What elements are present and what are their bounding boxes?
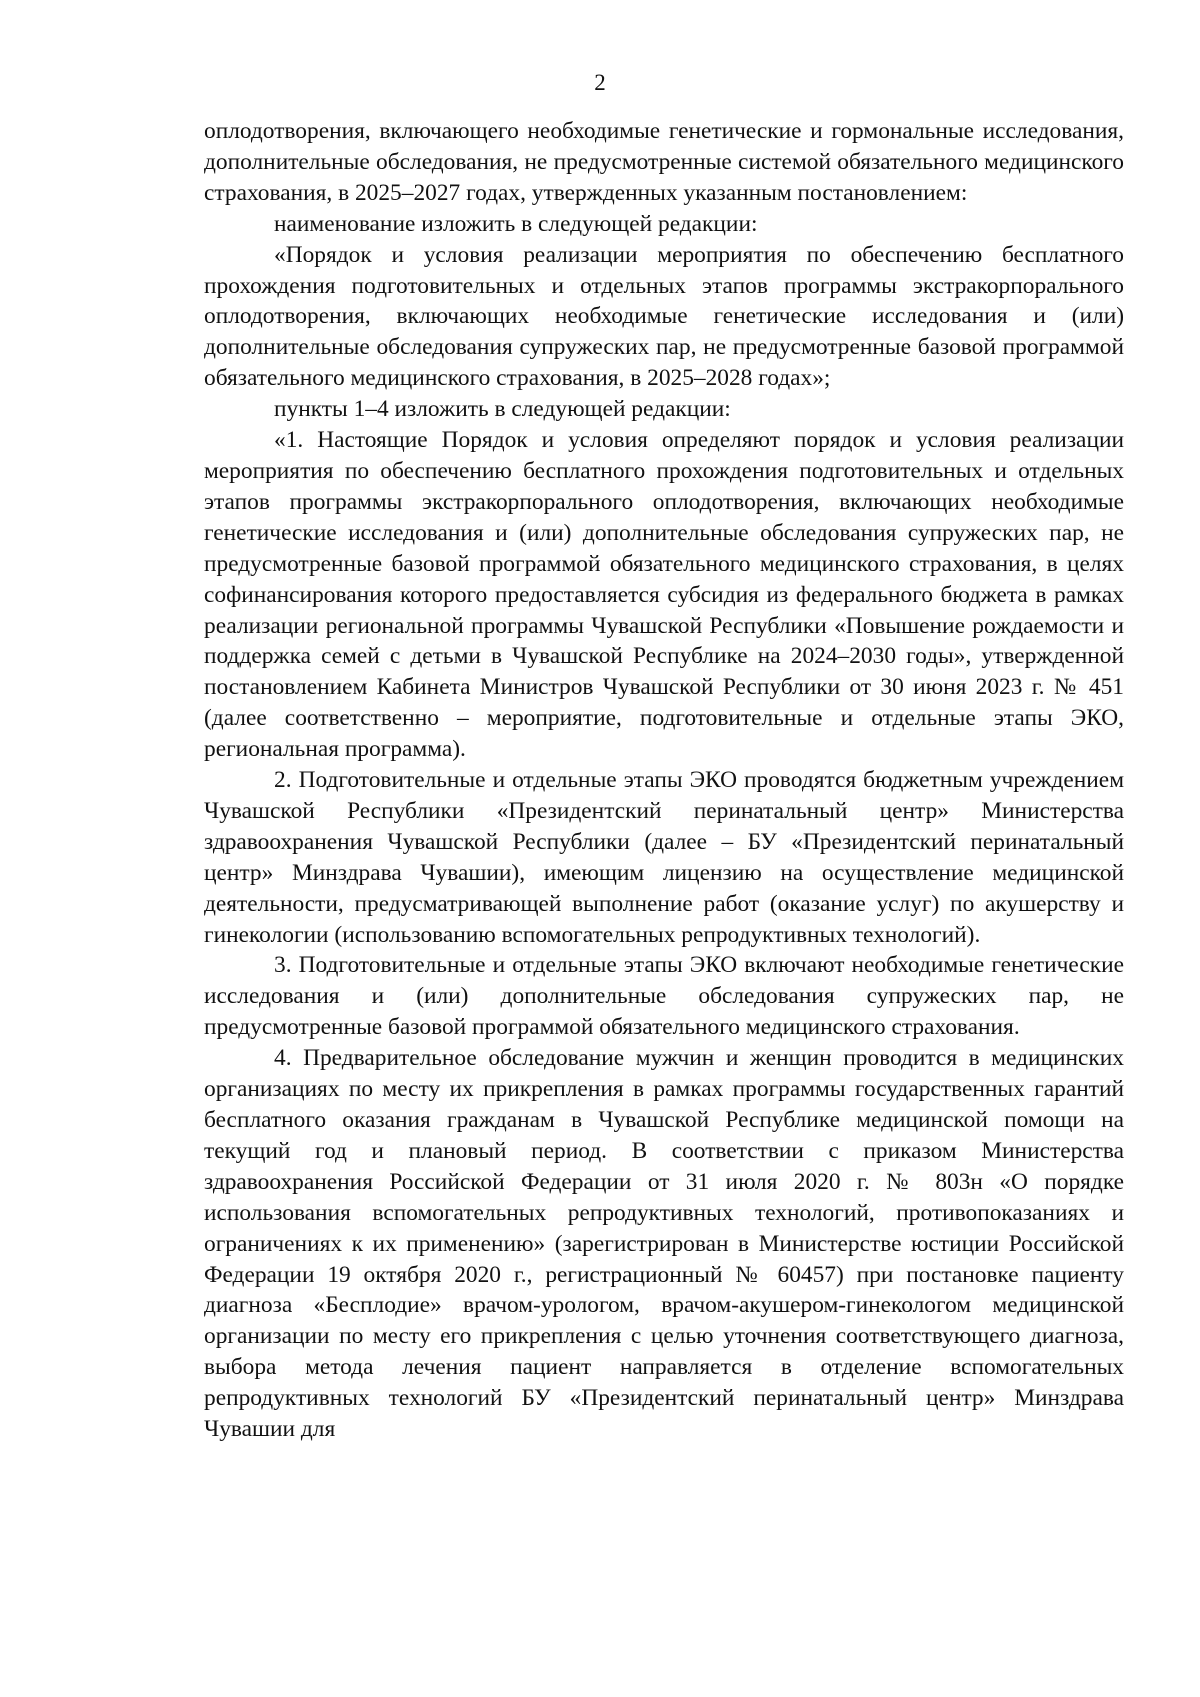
paragraph-item-1: «1. Настоящие Порядок и условия определяют порядок и условия реализации мероприятия по обеспечению бесплатного прохождения подготовительных и отдельных этапов программы экстракорпорального оплодотворения, включающих необходимые генетические исследования и (или) дополнительные обследования супружеских пар, не предусмотренные базовой программой обязательного медицинского страхования, в целях софинансирования которого предоставляется субсидия из федерального бюджета в рамках реализации региональной программы Чувашской Республики «Повышение рождаемости и поддержка семей с детьми в Чувашской Республике на 2024–2030 годы», утвержденной постановлением Кабинета Министров Чувашской Республики от 30 июня 2023 г. № 451 (далее соответственно – мероприятие, подготовительные и отдельные этапы ЭКО, региональная программа). bbox=[204, 427, 1124, 763]
paragraph-continuation: оплодотворения, включающего необходимые генетические и гормональные исследования, дополнительные обследования, не предусмотренные системой обязательного медицинского страхования, в 2025–2027 годах, утвержденных указанным постановлением: bbox=[204, 118, 1124, 206]
paragraph-items-change: пункты 1–4 изложить в следующей редакции: bbox=[274, 396, 731, 423]
paragraph-name-change: наименование изложить в следующей редакции: bbox=[274, 210, 758, 237]
page-number: 2 bbox=[594, 70, 606, 95]
document-body bbox=[204, 116, 1124, 1445]
paragraph-new-title: «Порядок и условия реализации мероприятия по обеспечению бесплатного прохождения подготовительных и отдельных этапов программы экстракорпорального оплодотворения, включающих необходимые генетические исследования и (или) дополнительные обследования супружеских пар, не предусмотренные базовой программой обязательного медицинского страхования, в 2025–2028 годах»; bbox=[204, 241, 1124, 392]
paragraph-item-3: 3. Подготовительные и отдельные этапы ЭКО включают необходимые генетические исследования и (или) дополнительные обследования супружеских пар, не предусмотренные базовой программой обязательного медицинского страхования. bbox=[204, 952, 1124, 1041]
paragraph-item-4: 4. Предварительное обследование мужчин и женщин проводится в медицинских организациях по месту их прикрепления в рамках программы государственных гарантий бесплатного оказания гражданам в Чувашской Республике медицинской помощи на текущий год и плановый период. В соответствии с приказом Министерства здравоохранения Российской Федерации от 31 июля 2020 г. № 803н «О порядке использования вспомогательных репродуктивных технологий, противопоказаниях и ограничениях к их применению» (зарегистрирован в Министерстве юстиции Российской Федерации 19 октября 2020 г., регистрационный № 60457) при постановке пациенту диагноза «Бесплодие» врачом-урологом, врачом-акушером-гинекологом медицинской организации по месту его прикрепления с целью уточнения соответствующего диагноза, выбора метода лечения пациент направляется в отделение вспомогательных репродуктивных технологий БУ «Президентский перинатальный центр» Минздрава Чувашии для bbox=[204, 1045, 1124, 1443]
paragraph-item-2: 2. Подготовительные и отдельные этапы ЭКО проводятся бюджетным учреждением Чувашской Республики «Президентский перинатальный центр» Министерства здравоохранения Чувашской Республики (далее – БУ «Президентский перинатальный центр» Минздрава Чувашии), имеющим лицензию на осуществление медицинской деятельности, предусматривающей выполнение работ (оказание услуг) по акушерству и гинекологии (использованию вспомогательных репродуктивных технологий). bbox=[204, 767, 1124, 948]
